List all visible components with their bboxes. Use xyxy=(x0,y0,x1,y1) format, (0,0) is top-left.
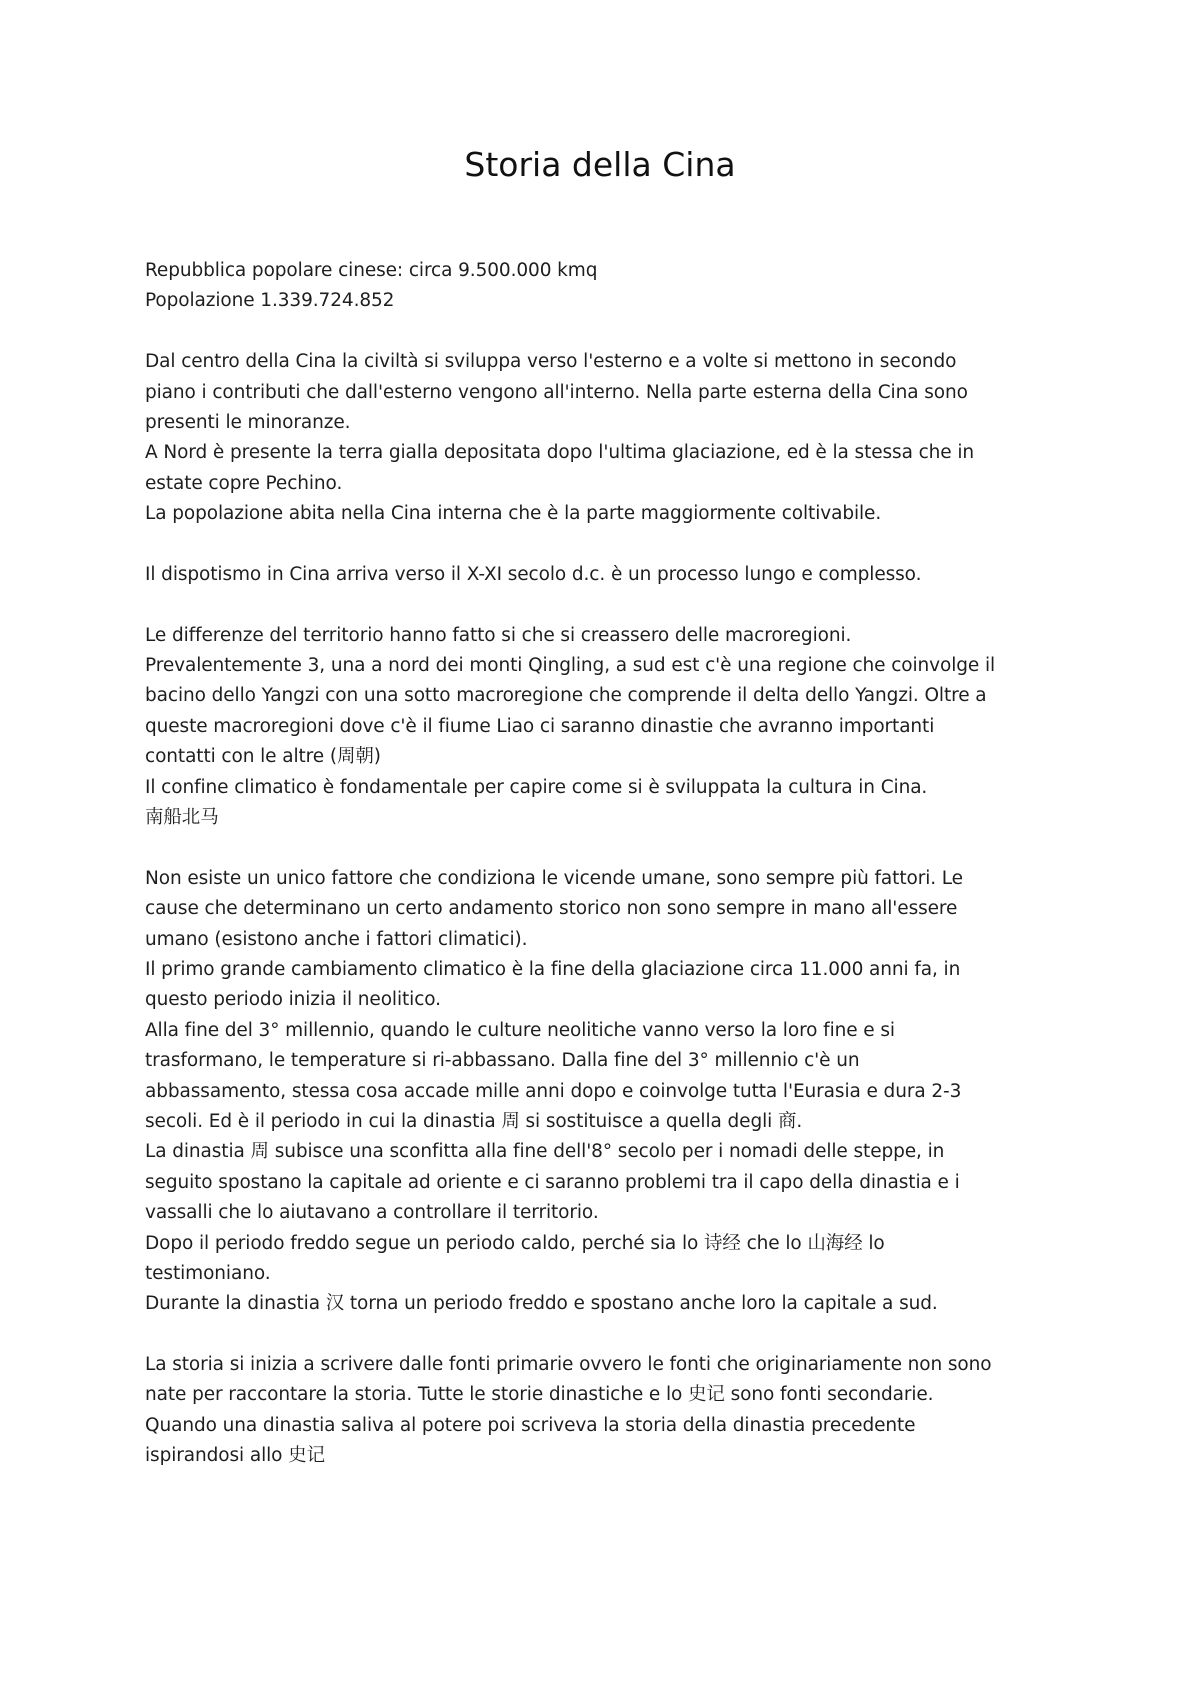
text-line: testimoniano. xyxy=(145,1262,271,1284)
text-line: Il dispotismo in Cina arriva verso il X-XI secolo d.c. è un processo lungo e complesso. xyxy=(145,563,922,585)
text-line: nate per raccontare la storia. Tutte le storie dinastiche e lo 史记 sono fonti secondarie. xyxy=(145,1384,934,1406)
text-line: Il primo grande cambiamento climatico è la fine della glaciazione circa 11.000 anni fa, in xyxy=(145,958,961,980)
paragraph-spacer xyxy=(145,530,1075,560)
text-line: Alla fine del 3° millennio, quando le culture neolitiche vanno verso la loro fine e si xyxy=(145,1019,895,1041)
text-line: La dinastia 周 subisce una sconfitta alla fine dell'8° secolo per i nomadi delle steppe, in xyxy=(145,1141,945,1163)
text-line: Durante la dinastia 汉 torna un periodo freddo e spostano anche loro la capitale a sud. xyxy=(145,1293,938,1315)
text-line: presenti le minoranze. xyxy=(145,411,351,433)
text-line: A Nord è presente la terra gialla depositata dopo l'ultima glaciazione, ed è la stessa che in xyxy=(145,442,975,464)
paragraph-spacer xyxy=(145,590,1075,620)
text-line: Le differenze del territorio hanno fatto si che si creassero delle macroregioni. xyxy=(145,624,852,646)
paragraph-spacer xyxy=(145,317,1075,347)
text-line: bacino dello Yangzi con una sotto macroregione che comprende il delta dello Yangzi. Oltre a xyxy=(145,685,987,707)
text-line: contatti con le altre (周朝) xyxy=(145,746,381,768)
paragraph-spacer xyxy=(145,1320,1075,1350)
text-line: Quando una dinastia saliva al potere poi scriveva la storia della dinastia precedente xyxy=(145,1414,916,1436)
text-line: Dopo il periodo freddo segue un periodo caldo, perché sia lo 诗经 che lo 山海经 lo xyxy=(145,1232,885,1254)
text-line: cause che determinano un certo andamento storico non sono sempre in mano all'essere xyxy=(145,898,958,920)
text-line: La storia si inizia a scrivere dalle fonti primarie ovvero le fonti che originariamente non sono xyxy=(145,1354,992,1376)
text-line: questo periodo inizia il neolitico. xyxy=(145,989,441,1011)
text-line: umano (esistono anche i fattori climatici). xyxy=(145,928,528,950)
text-line: trasformano, le temperature si ri-abbassano. Dalla fine del 3° millennio c'è un xyxy=(145,1050,860,1072)
text-line: Il confine climatico è fondamentale per capire come si è sviluppata la cultura in Cina. xyxy=(145,776,928,798)
text-line: Prevalentemente 3, una a nord dei monti Qingling, a sud est c'è una regione che coinvolge il xyxy=(145,655,996,677)
text-line: 南船北马 xyxy=(145,807,219,829)
text-line: Dal centro della Cina la civiltà si sviluppa verso l'esterno e a volte si mettono in secondo xyxy=(145,351,957,373)
text-line: secoli. Ed è il periodo in cui la dinastia 周 si sostituisce a quella degli 商. xyxy=(145,1110,803,1132)
text-line: estate copre Pechino. xyxy=(145,472,343,494)
text-line: queste macroregioni dove c'è il fiume Liao ci saranno dinastie che avranno importanti xyxy=(145,715,935,737)
text-line: La popolazione abita nella Cina interna che è la parte maggiormente coltivabile. xyxy=(145,503,882,525)
document-body xyxy=(145,256,1075,1472)
page-title: Storia della Cina xyxy=(464,145,736,184)
text-line: ispirandosi allo 史记 xyxy=(145,1445,325,1467)
text-line: Non esiste un unico fattore che condiziona le vicende umane, sono sempre più fattori. Le xyxy=(145,867,963,889)
text-line: Repubblica popolare cinese: circa 9.500.000 kmq xyxy=(145,260,598,281)
paragraph-spacer xyxy=(145,833,1075,863)
text-line: abbassamento, stessa cosa accade mille anni dopo e coinvolge tutta l'Eurasia e dura 2-3 xyxy=(145,1080,962,1102)
text-line: Popolazione 1.339.724.852 xyxy=(145,290,395,312)
text-line: piano i contributi che dall'esterno vengono all'interno. Nella parte esterna della Cina sono xyxy=(145,381,968,403)
text-line: seguito spostano la capitale ad oriente e ci saranno problemi tra il capo della dinastia e i xyxy=(145,1171,960,1193)
text-line: vassalli che lo aiutavano a controllare il territorio. xyxy=(145,1202,599,1224)
